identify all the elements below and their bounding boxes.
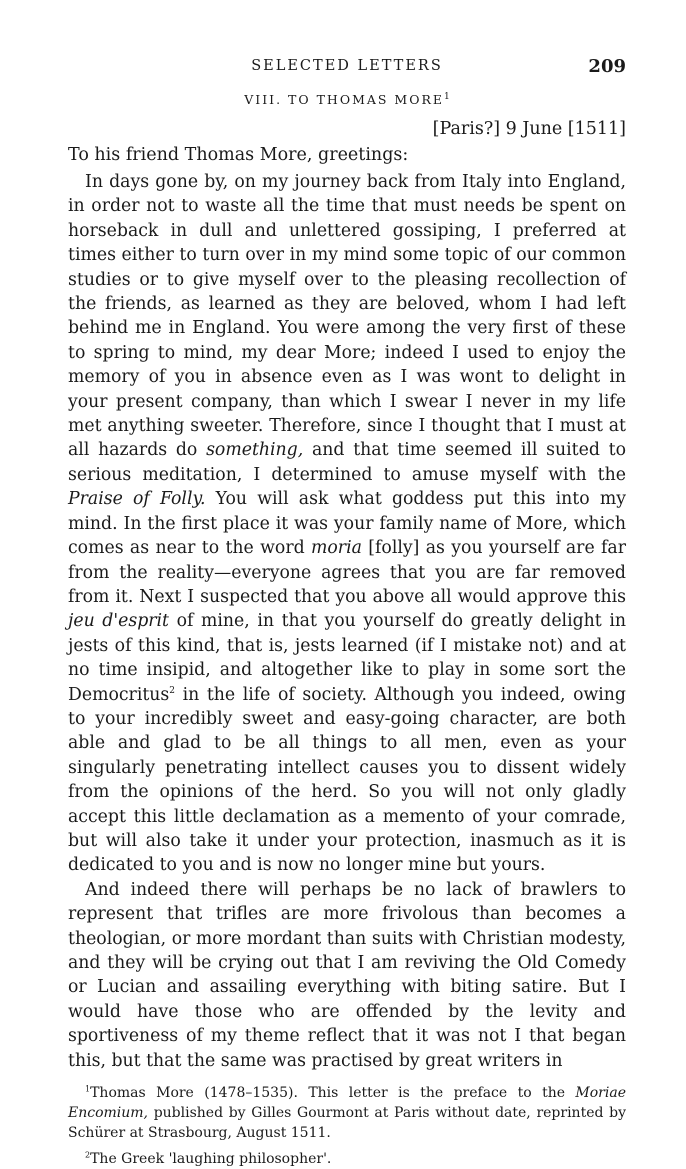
footnote-1-text-b: published by Gilles Gourmont at Paris without date, reprinted by Schürer at Strasbourg, August 1511. [68, 1105, 626, 1142]
footnote-1 [68, 1083, 626, 1143]
italic-praise-of-folly: Praise of Folly. [68, 489, 206, 510]
footnote-ref-1: 1 [444, 92, 450, 102]
letter-heading-text: VIII. TO THOMAS MORE [244, 92, 445, 108]
paragraph-1-text-a: In days gone by, on my journey back from Italy into England, in order not to waste all the time that must needs be spent on horseback in dull and unlettered gossiping, I preferred at times either to turn over in my mind some topic of our common studies or to give myself over to the pleasing recollection of the friends, as learned as they are beloved, whom I had left behind me in England. You were among the very first of these to spring to mind, my dear More; indeed I used to enjoy the memory of you in absence even as I was wont to delight in your present company, than which I swear I never in my life met anything sweeter. Therefore, since I thought that I must at all hazards do [68, 172, 626, 461]
page-number: 209 [588, 56, 626, 77]
footnote-2-mark: 2 [85, 1150, 91, 1160]
paragraph-1 [68, 170, 626, 878]
paragraph-1-text-b: and that time seemed ill suited to serious meditation, I determined to amuse myself with the [68, 440, 626, 485]
letter-body [68, 170, 626, 1073]
footnote-ref-2: 2 [169, 685, 176, 696]
paragraph-1-text-f: in the life of society. Although you indeed, owing to your incredibly sweet and easy-going character, are both able and glad to be all things to all men, even as your singularly penetrating intellect causes you to dissent widely from the opinions of the herd. So you will not only gladly accept this little declamation as a memento of your comrade, but will also take it under your protection, inasmuch as it is dedicated to you and is now no longer mine but yours. [68, 684, 626, 876]
footnotes [68, 1083, 626, 1169]
footnote-2 [68, 1149, 626, 1169]
footnote-1-mark: 1 [85, 1084, 91, 1094]
paragraph-1-text-c: You will ask what goddess put this into my mind. In the first place it was your family name of More, which comes as near to the word [68, 489, 626, 559]
paragraph-2: And indeed there will perhaps be no lack of brawlers to represent that trifles are more frivolous than becomes a theologian, or more mordant than suits with Christian modesty, and they will be crying out that I am reviving the Old Comedy or Lucian and assailing everything with biting satire. But I would have those who are offended by the levity and sportiveness of my theme reflect that it was not I that began this, but that the same was practised by great writers in [68, 879, 626, 1071]
running-title: SELECTED LETTERS [251, 58, 443, 74]
salutation: To his friend Thomas More, greetings: [68, 145, 409, 165]
dateline: [Paris?] 9 June [1511] [432, 119, 626, 139]
italic-jeu-d-esprit: jeu d'esprit [68, 611, 170, 632]
footnote-2-text: The Greek 'laughing philosopher'. [90, 1151, 332, 1168]
italic-something: something, [206, 440, 304, 461]
italic-moria: moria [311, 538, 362, 559]
letter-heading [68, 92, 626, 110]
paragraph-1-text-e: of mine, in that you yourself do greatly delight in jests of this kind, that is, jests learned (if I mistake not) and at no time insipid, and altogether like to play in some sort the Democritus [68, 611, 626, 705]
running-head [68, 56, 626, 80]
book-page [68, 56, 626, 1169]
paragraph-1-text-d: [folly] as you yourself are far from the reality—everyone agrees that you are far removed from it. Next I suspected that you above all would approve this [68, 538, 626, 607]
footnote-1-text-a: Thomas More (1478–1535). This letter is the preface to the [90, 1085, 576, 1102]
footnote-1-italic: Moriae Encomium, [68, 1085, 626, 1122]
